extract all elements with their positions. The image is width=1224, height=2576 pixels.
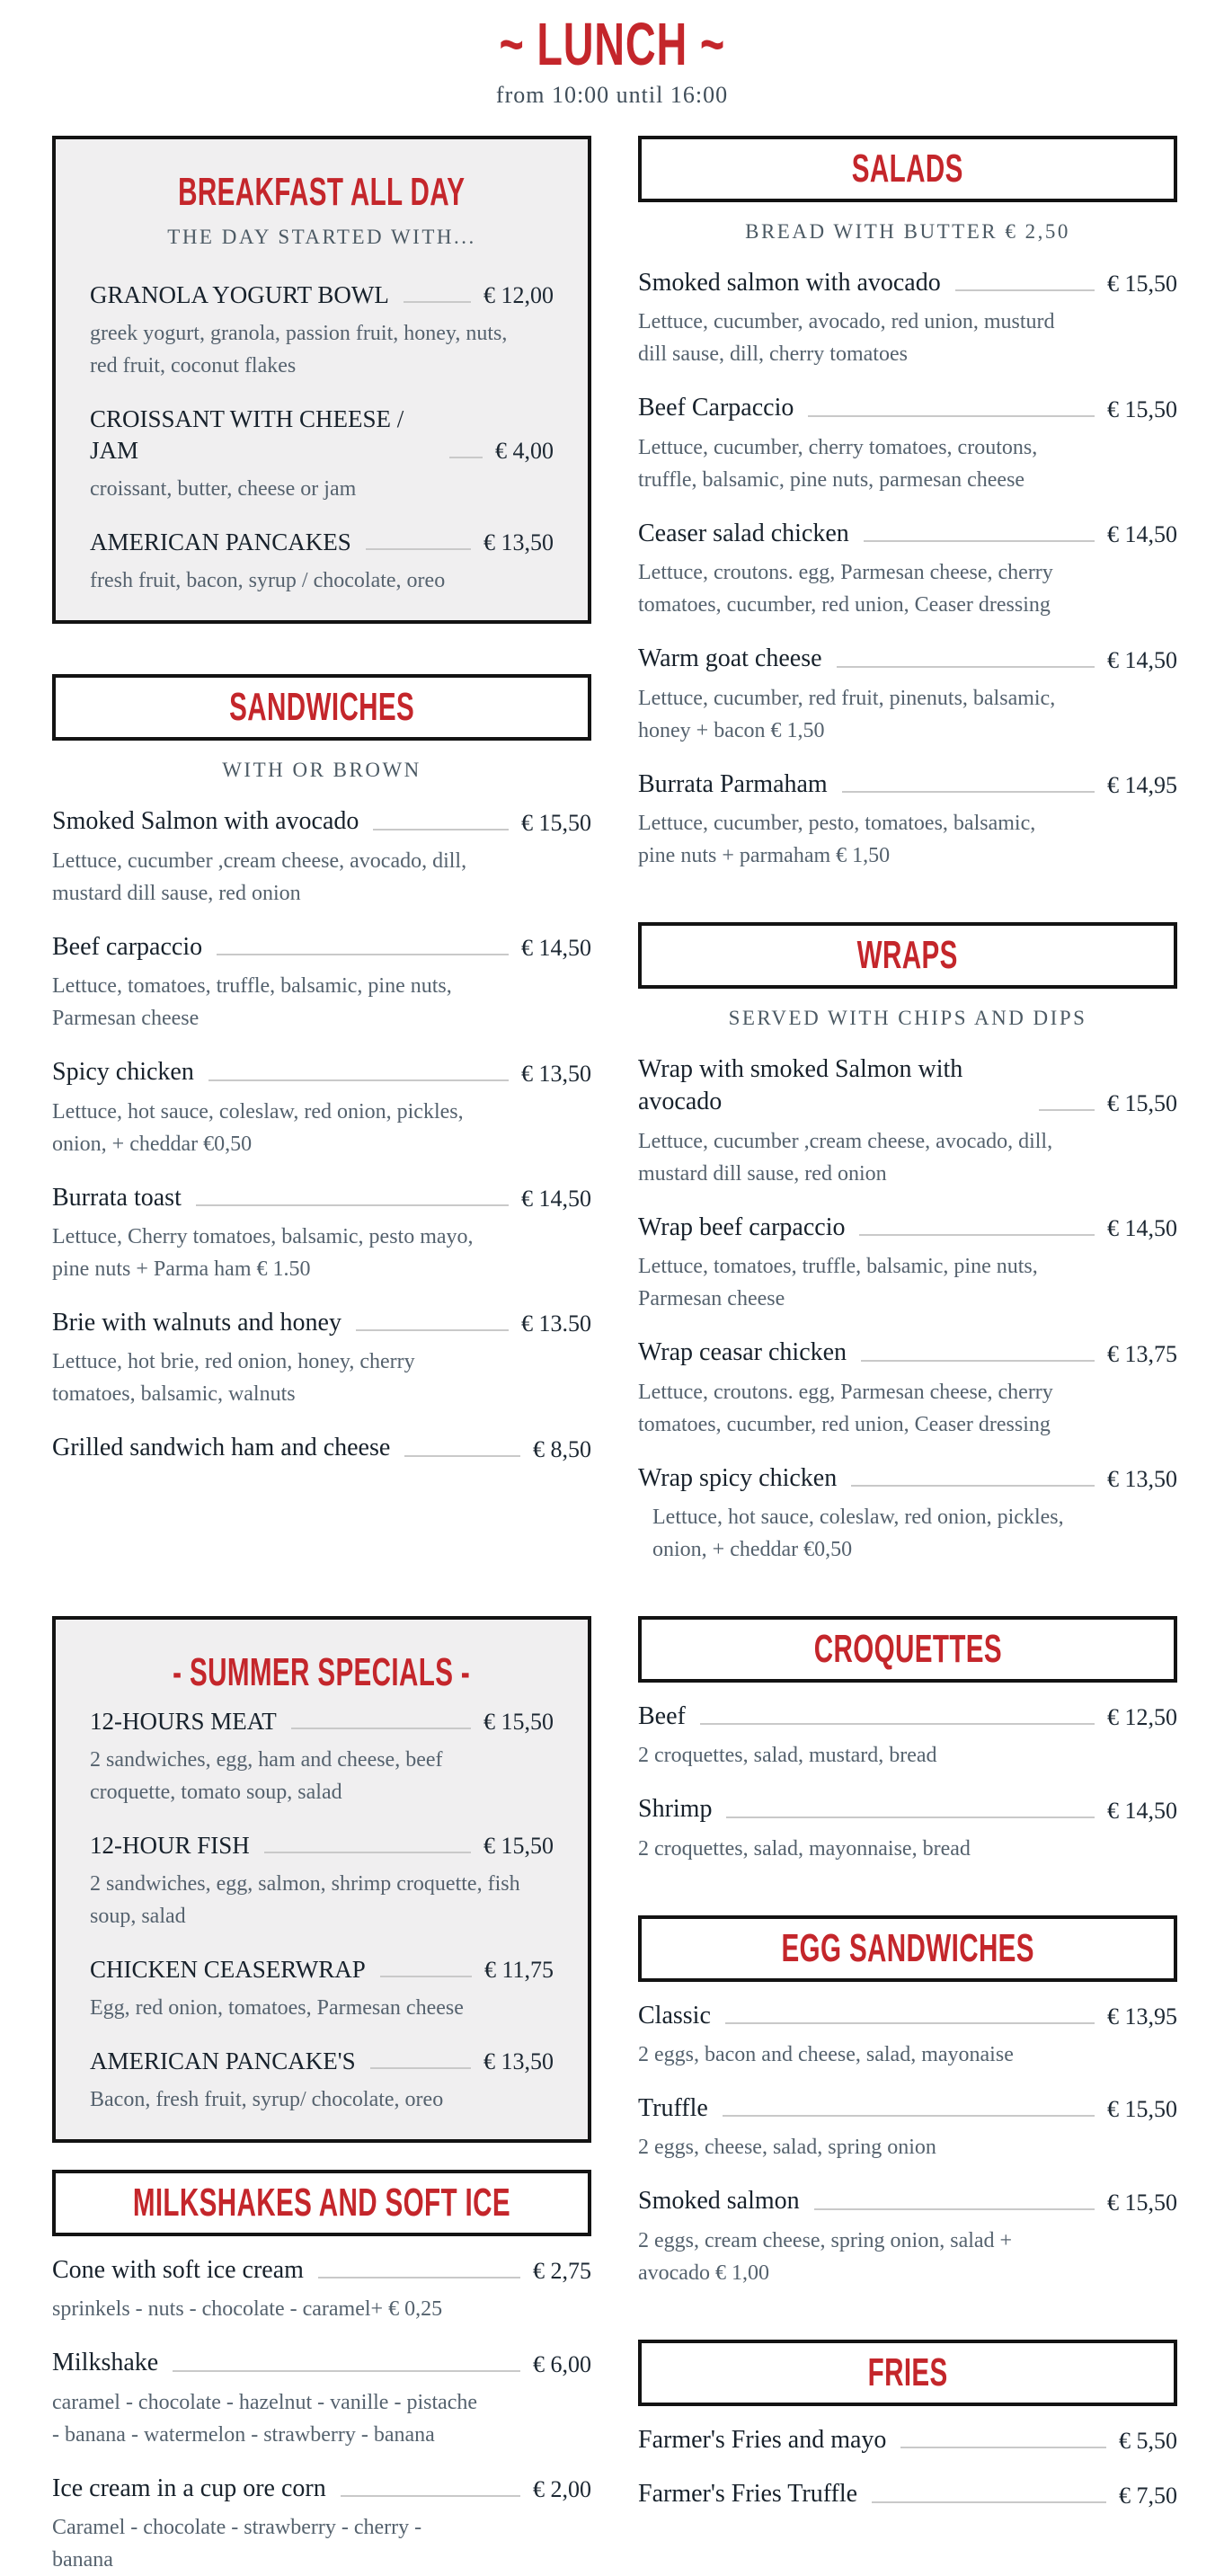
menu-item-head [638,643,1177,675]
leader-line [700,1723,1095,1725]
menu-item-name: Cone with soft ice cream [52,2256,304,2285]
section-title-text: - SUMMER SPECIALS - [173,1650,471,1694]
leader-line [851,1485,1095,1487]
leader-line [726,1817,1095,1818]
menu-item [52,2473,591,2576]
menu-item-description: 2 eggs, bacon and cheese, salad, mayonaise [638,2043,1014,2067]
menu-item-name: Brie with walnuts and honey [52,1308,341,1337]
section-subtitle-salads: BREAD WITH BUTTER € 2,50 [745,220,1070,243]
menu-item [638,1053,1177,1190]
leader-line [864,540,1095,542]
menu-item-price: € 15,50 [521,809,591,836]
menu-item-description: Lettuce, cucumber, cherry tomatoes, croutons, truffle, balsamic, pine nuts, parmesan cheese [638,435,1038,492]
page-title [0,10,1224,78]
leader-line [725,2022,1095,2024]
menu-item [52,2254,591,2325]
menu-item [90,2046,554,2116]
menu-item-description: Egg, red onion, tomatoes, Parmesan cheese [90,1996,464,2020]
menu-item-description: greek yogurt, granola, passion fruit, honey, nuts, red fruit, coconut flakes [90,322,508,378]
leader-line [723,2115,1095,2117]
menu-item-name: Ceaser salad chicken [638,519,849,547]
leader-line [872,2501,1106,2503]
menu-item [638,1462,1177,1566]
leader-line [196,1204,509,1206]
menu-item-head [52,2347,591,2379]
menu-item-name: Farmer's Fries and mayo [638,2425,887,2454]
menu-item-name: CROISSANT WITH CHEESE / JAM [90,405,404,465]
menu-item-name: Burrata toast [52,1183,182,1212]
section-milkshakes [52,2170,591,2576]
menu-item-description: 2 sandwiches, egg, ham and cheese, beef croquette, tomato soup, salad [90,1747,443,1804]
menu-item [638,643,1177,746]
section-title-fries [649,2352,1166,2394]
section-header-egg-sandwiches [638,1915,1177,1982]
menu-item [90,1706,554,1808]
menu-item-head [638,2478,1177,2510]
menu-item-head [90,404,554,466]
menu-item-description: Lettuce, Cherry tomatoes, balsamic, pesto mayo, pine nuts + Parma ham € 1.50 [52,1224,474,1281]
menu-columns [0,109,1224,2576]
right-column [638,136,1177,2511]
menu-item-head [90,2046,554,2077]
menu-item-head [638,518,1177,550]
menu-item-head [638,2424,1177,2456]
leader-line [404,1455,520,1457]
menu-item-price: € 15,50 [1107,395,1177,422]
menu-item-name: Wrap ceasar chicken [638,1338,847,1367]
menu-item [52,1432,591,1464]
menu-item-head [52,1056,591,1088]
leader-line [264,1852,471,1853]
menu-item-name: Milkshake [52,2349,159,2377]
menu-item-name: GRANOLA YOGURT BOWL [90,281,389,308]
menu-item-price: € 14,50 [1107,1215,1177,1242]
menu-item-description: Bacon, fresh fruit, syrup/ chocolate, oreo [90,2088,444,2112]
menu-item-description: Lettuce, hot brie, red onion, honey, cherry tomatoes, balsamic, walnuts [52,1350,415,1407]
menu-item [638,1793,1177,1864]
section-title-wraps [649,935,1166,976]
section-title-text: SALADS [852,147,963,191]
menu-item-description: Lettuce, cucumber ,cream cheese, avocado, dill, mustard dill sause, red onion [638,1129,1053,1186]
menu-item [90,1954,554,2024]
menu-item-head [90,280,554,311]
menu-item-name: Warm goat cheese [638,644,822,673]
leader-line [380,1976,472,1977]
menu-item-description: 2 croquettes, salad, mayonnaise, bread [638,1836,971,1861]
menu-item-head [52,1307,591,1339]
section-subtitle-sandwiches: WITH OR BROWN [222,759,421,782]
menu-item-name: Burrata Parmaham [638,769,828,798]
section-title-text: EGG SANDWICHES [781,1926,1034,1970]
leader-line [859,1234,1095,1236]
section-croquettes [638,1616,1177,1865]
menu-item [52,1056,591,1159]
section-title-text: FRIES [867,2350,948,2394]
page-title-text: ~ LUNCH ~ [499,10,725,78]
leader-line [291,1728,471,1729]
menu-header [0,0,1224,109]
menu-item [638,2478,1177,2510]
menu-item-head [638,392,1177,424]
menu-item [638,768,1177,872]
menu-item-price: € 14,50 [521,1185,591,1212]
leader-line [955,289,1095,291]
menu-item-head [52,1432,591,1464]
menu-item [52,931,591,1035]
menu-item-description: Lettuce, croutons. egg, Parmesan cheese, cherry tomatoes, cucumber, red union, Ceaser dressing [638,1380,1053,1436]
menu-item-price: € 8,50 [533,1435,591,1462]
section-title-croquettes [649,1629,1166,1670]
menu-item-head [638,2092,1177,2125]
section-title-text: CROQUETTES [813,1627,1002,1671]
leader-line [404,301,471,303]
menu-item-name: 12-HOURS MEAT [90,1707,277,1735]
menu-item-head [638,267,1177,299]
section-title-breakfast [90,172,554,213]
section-egg-sandwiches [638,1915,1177,2289]
menu-item-description: Lettuce, hot sauce, coleslaw, red onion, pickles, onion, + cheddar €0,50 [52,1099,464,1156]
section-title-text: MILKSHAKES AND SOFT ICE [132,2181,511,2225]
menu-item [90,527,554,597]
leader-line [449,457,483,458]
menu-item-description: 2 eggs, cheese, salad, spring onion [638,2136,936,2160]
menu-item-price: € 14,95 [1107,771,1177,798]
menu-item-price: € 11,75 [483,1957,554,1983]
menu-item-price: € 13.50 [521,1310,591,1337]
menu-item-name: AMERICAN PANCAKES [90,529,351,556]
section-header-breakfast [90,172,554,249]
menu-item-head [52,1182,591,1214]
menu-item-name: Truffle [638,2094,708,2123]
section-breakfast [52,136,591,624]
section-wraps [638,922,1177,1566]
menu-item-price: € 15,50 [1107,2189,1177,2216]
menu-item-price: € 6,00 [533,2350,591,2377]
menu-item-price: € 13,50 [1107,1465,1177,1492]
menu-item-price: € 7,50 [1119,2482,1177,2509]
menu-item-price: € 13,50 [483,529,554,556]
menu-item-head [638,2000,1177,2032]
section-sandwiches [52,674,591,1464]
menu-item-name: Ice cream in a cup ore corn [52,2474,326,2502]
menu-item-description: 2 sandwiches, egg, salmon, shrimp croquette, fish soup, salad [90,1871,520,1928]
menu-item-price: € 13,50 [483,2048,554,2075]
menu-item-name: AMERICAN PANCAKE'S [90,2047,356,2074]
section-title-egg-sandwiches [649,1928,1166,1969]
menu-item-price: € 15,50 [483,1708,554,1735]
menu-item-price: € 14,50 [1107,1797,1177,1824]
leader-line [341,2495,520,2497]
menu-item-name: Spicy chicken [52,1058,194,1087]
menu-item-head [638,1462,1177,1495]
menu-item-head [52,931,591,964]
menu-item-name: Wrap with smoked Salmon with avocado [638,1054,963,1116]
menu-item-name: Beef carpaccio [52,932,203,961]
menu-item-name: Wrap spicy chicken [638,1463,838,1492]
menu-item-head [90,1830,554,1861]
menu-item-description: sprinkels - nuts - chocolate - caramel+ € 0,25 [52,2297,443,2322]
menu-item-name: 12-HOUR FISH [90,1831,250,1859]
section-header-salads [638,136,1177,202]
menu-item-price: € 12,50 [1107,1704,1177,1731]
section-salads [638,136,1177,872]
menu-item [52,1307,591,1410]
menu-item-head [638,1701,1177,1733]
menu-item [638,518,1177,621]
menu-item [638,2424,1177,2456]
panel-summer-specials [52,1616,591,2143]
menu-item-description: croissant, butter, cheese or jam [90,477,357,502]
menu-item [52,805,591,909]
menu-item-description: 2 croquettes, salad, mustard, bread [638,1744,937,1768]
section-header-fries [638,2340,1177,2406]
menu-item-head [638,1212,1177,1244]
menu-item-price: € 14,50 [1107,521,1177,548]
menu-item-price: € 14,50 [1107,646,1177,673]
menu-item-description: Lettuce, tomatoes, truffle, balsamic, pine nuts, Parmesan cheese [52,974,452,1031]
menu-item [638,2092,1177,2163]
menu-item-description: Lettuce, tomatoes, truffle, balsamic, pine nuts, Parmesan cheese [638,1255,1038,1311]
menu-item-head [638,2185,1177,2217]
leader-line [861,1360,1095,1362]
section-title-sandwiches [63,687,581,728]
menu-item-name: Farmer's Fries Truffle [638,2480,858,2509]
menu-item-head [52,2254,591,2287]
menu-item-price: € 2,75 [533,2258,591,2285]
left-column [52,136,591,2576]
section-header-sandwiches [52,674,591,741]
menu-item-description: Lettuce, cucumber, avocado, red union, musturd dill sause, dill, cherry tomatoes [638,310,1055,367]
menu-item [90,280,554,382]
opening-hours: from 10:00 until 16:00 [495,82,729,108]
section-title-text: WRAPS [856,933,959,977]
menu-item-name: Smoked Salmon with avocado [52,807,359,836]
leader-line [356,1329,509,1331]
menu-item-name: Classic [638,2001,711,2030]
menu-item-price: € 15,50 [1107,1089,1177,1116]
menu-item-price: € 13,95 [1107,2003,1177,2030]
menu-item [638,2000,1177,2071]
menu-item-price: € 2,00 [533,2476,591,2503]
leader-line [366,548,471,550]
leader-line [814,2208,1095,2210]
menu-item-name: Smoked salmon with avocado [638,269,941,297]
section-summer-specials [52,1616,591,2143]
menu-item-head [638,768,1177,801]
leader-line [208,1079,509,1081]
menu-item [638,267,1177,370]
section-title-milkshakes [63,2182,581,2224]
section-fries [638,2340,1177,2511]
menu-item-price: € 12,00 [483,282,554,309]
menu-item-head [90,1706,554,1737]
menu-item [90,1830,554,1932]
leader-line [173,2370,520,2372]
section-header-wraps [638,922,1177,989]
section-title-salads [649,148,1166,190]
menu-item-price: € 13,50 [521,1060,591,1087]
menu-item [638,1701,1177,1772]
section-header-summer-specials [90,1652,554,1693]
menu-item-description: caramel - chocolate - hazelnut - vanille - pistache - banana - watermelon - strawberry - banana [52,2390,478,2447]
menu-item-name: CHICKEN CEASERWRAP [90,1955,366,1983]
menu-item-name: Shrimp [638,1795,713,1824]
menu-item-price: € 4,00 [495,438,554,465]
menu-item-head [90,527,554,558]
menu-item [638,1212,1177,1315]
menu-item-price: € 5,50 [1119,2428,1177,2455]
leader-line [842,791,1095,793]
menu-item-description: Lettuce, cucumber, red fruit, pinenuts, balsamic, honey + bacon € 1,50 [638,686,1056,742]
leader-line [900,2447,1106,2448]
menu-item-price: € 13,75 [1107,1340,1177,1367]
menu-item-price: € 15,50 [483,1832,554,1859]
menu-item-name: Wrap beef carpaccio [638,1212,846,1241]
menu-item-head [638,1053,1177,1119]
menu-item-description: Caramel - chocolate - strawberry - cherry - banana [52,2516,422,2572]
menu-item-head [638,1337,1177,1369]
menu-item [638,392,1177,495]
panel-breakfast [52,136,591,624]
menu-item-head [52,805,591,838]
leader-line [1039,1109,1095,1111]
leader-line [217,954,509,955]
menu-item [638,1337,1177,1440]
menu-item-price: € 15,50 [1107,2096,1177,2123]
menu-item-name: Beef Carpaccio [638,394,794,422]
section-title-text: BREAKFAST ALL DAY [178,170,466,214]
section-subtitle-breakfast: THE DAY STARTED WITH... [167,226,476,248]
menu-item-description: Lettuce, cucumber, pesto, tomatoes, balsamic, pine nuts + parmaham € 1,50 [638,811,1036,867]
section-header-milkshakes [52,2170,591,2236]
section-subtitle-wraps: SERVED WITH CHIPS AND DIPS [728,1006,1087,1029]
menu-item-description: Lettuce, cucumber ,cream cheese, avocado, dill, mustard dill sause, red onion [52,848,467,905]
menu-item-description: Lettuce, croutons. egg, Parmesan cheese, cherry tomatoes, cucumber, red union, Ceaser dressing [638,561,1053,617]
leader-line [318,2277,520,2278]
menu-item-name: Grilled sandwich ham and cheese [52,1434,391,1462]
menu-item-name: Smoked salmon [638,2187,800,2216]
menu-item-description: 2 eggs, cream cheese, spring onion, salad + avocado € 1,00 [638,2228,1013,2285]
leader-line [837,666,1095,668]
menu-item-name: Beef [638,1701,686,1730]
menu-item-head [90,1954,554,1985]
menu-item-price: € 14,50 [521,935,591,962]
menu-item [90,404,554,505]
section-title-summer-specials [90,1652,554,1693]
leader-line [373,829,509,831]
menu-item [638,2185,1177,2288]
menu-item-head [638,1793,1177,1825]
section-title-text: SANDWICHES [229,685,414,730]
menu-item-description: Lettuce, hot sauce, coleslaw, red onion, pickles, onion, + cheddar €0,50 [652,1505,1064,1561]
menu-item-head [52,2473,591,2505]
menu-item-price: € 15,50 [1107,271,1177,298]
menu-item-description: fresh fruit, bacon, syrup / chocolate, oreo [90,569,446,593]
menu-item [52,2347,591,2450]
section-header-croquettes [638,1616,1177,1683]
leader-line [808,415,1095,417]
menu-item [52,1182,591,1285]
leader-line [370,2067,471,2069]
